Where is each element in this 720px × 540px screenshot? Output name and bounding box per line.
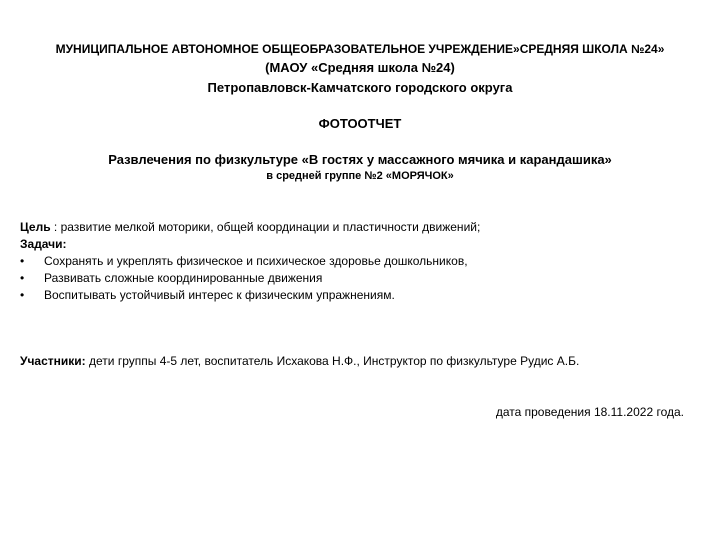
task-text: Воспитывать устойчивый интерес к физическим упражнениям.	[44, 288, 395, 302]
bullet-icon: •	[20, 288, 25, 302]
organization-name: МУНИЦИПАЛЬНОЕ АВТОНОМНОЕ ОБЩЕОБРАЗОВАТЕЛЬНОЕ УЧРЕЖДЕНИЕ»СРЕДНЯЯ ШКОЛА №24»	[55, 42, 665, 56]
task-text: Развивать сложные координированные движения	[44, 271, 323, 285]
bullet-icon: •	[20, 271, 25, 285]
goal-text: : развитие мелкой моторики, общей координации и пластичности движений;	[50, 220, 481, 234]
event-title: Развлечения по физкультуре «В гостях у массажного мячика и карандашика»	[108, 152, 612, 167]
participants-text: дети группы 4-5 лет, воспитатель Исхакова Н.Ф., Инструктор по физкультуре Рудис А.Б.	[85, 354, 580, 368]
participants-label: Участники:	[20, 354, 86, 368]
event-group: в средней группе №2 «МОРЯЧОК»	[266, 170, 454, 182]
report-title: ФОТООТЧЕТ	[318, 116, 402, 131]
participants-paragraph	[20, 354, 579, 368]
organization-short-name: (МАОУ «Средняя школа №24)	[265, 60, 455, 75]
task-text: Сохранять и укреплять физическое и психическое здоровье дошкольников,	[44, 254, 468, 268]
tasks-heading: Задачи:	[20, 237, 67, 251]
goal-paragraph	[20, 220, 480, 234]
goal-label: Цель	[20, 220, 51, 234]
organization-district: Петропавловск-Камчатского городского округа	[207, 80, 513, 95]
bullet-icon: •	[20, 254, 25, 268]
event-date: дата проведения 18.11.2022 года.	[495, 405, 684, 419]
